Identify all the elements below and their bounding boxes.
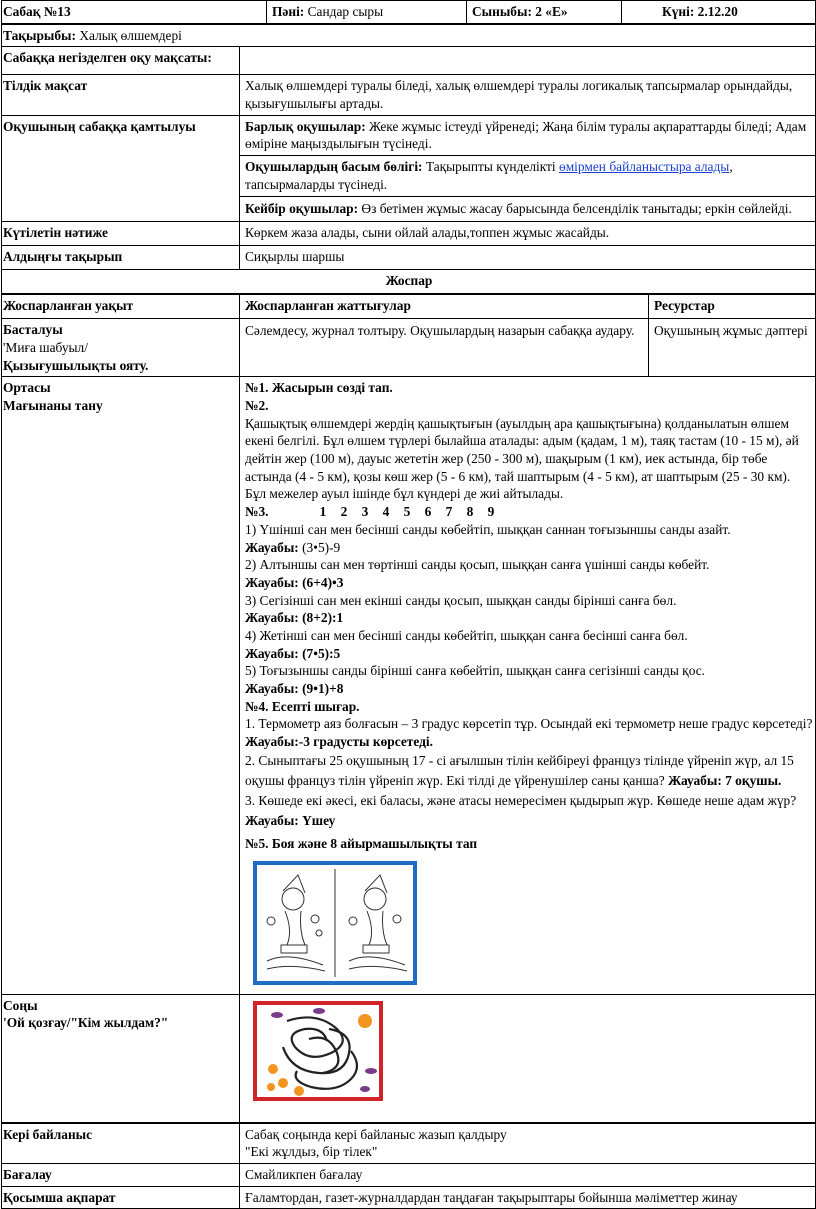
plan-title: Жоспар	[2, 270, 816, 294]
differences-picture	[253, 861, 417, 985]
coverage-most-label: Оқушылардың басым бөлігі:	[245, 159, 423, 175]
problem-answer: Жауабы: 7 оқушы.	[668, 772, 782, 788]
previous-label: Алдыңғы тақырып	[2, 246, 240, 270]
start-sub1: 'Миға шабуыл/	[3, 339, 88, 355]
middle-content	[240, 377, 816, 994]
header-table	[1, 0, 816, 24]
answer-label: Жауабы:	[245, 574, 299, 590]
coverage-most-value: Тақырыпты күнделікті	[425, 159, 556, 175]
topic-row	[2, 24, 816, 47]
end-stage	[2, 994, 240, 1122]
problem-text: 1. Термометр аяз болғасын – 3 градус көрсетіп тұр. Осындай екі термометр неше градус көрсетеді?	[245, 716, 813, 732]
task3-digit: 5	[403, 504, 411, 520]
coloring-differences-image	[253, 861, 813, 990]
extra-value: Ғаламтордан, газет-журналдардан таңдаған тақырыптары бойынша мәліметтер жинау	[240, 1186, 816, 1209]
coverage-label: Оқушының сабаққа қамтылуы	[2, 115, 240, 222]
middle-label: Ортасы	[3, 380, 51, 396]
life-link[interactable]: өмірмен байланыстыра алады	[559, 159, 730, 175]
task4-item1	[245, 715, 813, 750]
problem-answer: Жауабы:-3 градусты көрсетеді.	[245, 734, 433, 750]
plan-header-activities: Жоспарланған жаттығулар	[240, 295, 649, 319]
answer-label: Жауабы:	[245, 539, 299, 555]
task3-a1	[245, 539, 813, 557]
task3-a3	[245, 609, 813, 627]
task3-q2: 2) Алтыншы сан мен төртінші санды қосып, шыққан санға үшінші санды көбейт.	[245, 557, 710, 573]
task3-digit: 1	[319, 504, 327, 520]
problem-text: 2. Сыныптағы 25 оқушының 17 - сі ағылшын тілін кейбіреуі француз тілінде үйреніп жүр, ал 15 оқушы француз тілін үйреніп жүр. Екі тілді де үйренушілер саны қанша?	[245, 752, 794, 788]
coverage-all-label: Барлық оқушылар:	[245, 118, 366, 134]
start-activity: Сәлемдесу, журнал толтыру. Оқушылардың назарын сабаққа аудару.	[240, 319, 649, 377]
assessment-value: Смайликпен бағалау	[240, 1163, 816, 1186]
problem-answer: Жауабы: Үшеу	[245, 813, 336, 829]
answer-value: (8+2):1	[298, 610, 344, 626]
plan-header-time: Жоспарланған уақыт	[2, 295, 240, 319]
start-label: Басталуы	[3, 322, 63, 338]
end-sub: 'Ой қозғау/"Кім жылдам?"	[3, 1015, 169, 1031]
end-content	[240, 994, 816, 1122]
feedback-line2: "Екі жұлдыз, бір тілек"	[245, 1144, 378, 1160]
coverage-some	[240, 196, 816, 222]
language-goal-label: Тілдік мақсат	[2, 75, 240, 115]
start-sub2: Қызығушылықты ояту.	[3, 357, 149, 373]
task3-q5: 5) Тоғызыншы санды бірінші санға көбейтіп, шыққан санға сегізінші санды қос.	[245, 663, 706, 679]
answer-label: Жауабы:	[245, 681, 299, 697]
language-goal-value: Халық өлшемдері туралы біледі, халық өлшемдері туралы логикалық тапсырмалар орындайды, қызығушылығы артады.	[240, 75, 816, 115]
answer-label: Жауабы:	[245, 645, 299, 661]
task5-title: №5. Боя және 8 айырмашылықты тап	[245, 836, 478, 852]
task3-q4: 4) Жетінші сан мен бесінші санды көбейтіп, шыққан санға бесінші санға бөл.	[245, 627, 688, 643]
task4-item3	[245, 791, 813, 831]
task3-digit: 9	[487, 504, 495, 520]
feedback-label: Кері байланыс	[2, 1123, 240, 1163]
task2-text: Қашықтық өлшемдері жердің қашықтығын (ауылдың ара қашықтығына) қолданылатын өлшем екені белгілі. Бұл өлшем түрлері былайша аталады: адым (қадам, 1 м), таяқ тастам (10 - 15 м), әй дейтін жер (100 м), дауыс жететін жер (250 - 300 м), шақырым (1 км), иек астында, бір төбе астында (4 - 5 км), қозы көш жер (5 - 6 км), тай шаптырым (4 - 5 км), ат шаптырым (25 - 30 км). Бұл межелер ауыл ішінде бұл күндері де жиі айтылады.	[245, 415, 799, 502]
grade-cell: Сыныбы: 2 «Е»	[467, 1, 622, 24]
topic-label: Тақырыбы:	[3, 27, 76, 43]
topic-value: Халық өлшемдері	[79, 27, 182, 43]
info-table	[1, 24, 816, 295]
expected-label: Күтілетін нәтиже	[2, 222, 240, 246]
task4-title: №4. Есепті шығар.	[245, 698, 360, 714]
start-resource: Оқушының жұмыс дәптері	[649, 319, 816, 377]
maze-picture	[253, 1001, 383, 1101]
coverage-all	[240, 115, 816, 155]
task3-digit: 7	[445, 504, 453, 520]
task3-a5	[245, 680, 813, 698]
answer-value: (3•5)-9	[298, 539, 341, 555]
answer-value: (6+4)•3	[298, 574, 344, 590]
coverage-some-label: Кейбір оқушылар:	[245, 200, 359, 216]
answer-label: Жауабы:	[245, 610, 299, 626]
goal-label: Сабаққа негізделген оқу мақсаты:	[2, 47, 240, 75]
task3-q1: 1) Үшінші сан мен бесінші санды көбейтіп, шыққан саннан тоғызыншы санды азайт.	[245, 521, 731, 537]
feedback-value	[240, 1123, 816, 1163]
task3-digit: 4	[382, 504, 390, 520]
answer-value: (9•1)+8	[298, 681, 344, 697]
task3-a2	[245, 574, 813, 592]
footer-table	[1, 1123, 816, 1209]
end-label: Соңы	[3, 997, 38, 1013]
subject-value: Сандар сыры	[307, 4, 384, 19]
task2-title: №2.	[245, 398, 269, 414]
middle-stage	[2, 377, 240, 994]
assessment-label: Бағалау	[2, 1163, 240, 1186]
task3-digit: 2	[340, 504, 348, 520]
task3-title	[245, 503, 813, 521]
problem-text: 3. Көшеде екі әкесі, екі баласы, және атасы немересімен қыдырып жүр. Көшеде неше адам жүр?	[245, 792, 797, 808]
plan-table	[1, 294, 816, 1122]
feedback-line1: Сабақ соңында кері байланыс жазып қалдыру	[245, 1126, 507, 1142]
task3-digit: 6	[424, 504, 432, 520]
goal-value	[240, 47, 816, 75]
subject-cell	[267, 1, 467, 24]
subject-label: Пәні:	[272, 4, 305, 19]
task3-digit: 8	[466, 504, 474, 520]
plan-header-resources: Ресурстар	[649, 295, 816, 319]
task3-label: №3.	[245, 504, 269, 520]
coverage-most	[240, 156, 816, 196]
coverage-some-value: Өз бетімен жұмыс жасау барысында белсенділік танытады; еркін сөйлейді.	[361, 200, 792, 216]
start-stage	[2, 319, 240, 377]
extra-label: Қосымша ақпарат	[2, 1186, 240, 1209]
task1: №1. Жасырын сөзді тап.	[245, 380, 393, 396]
task3-q3: 3) Сегізінші сан мен екінші санды қосып, шыққан санды бірінші санға бөл.	[245, 592, 677, 608]
task3-digit: 3	[361, 504, 369, 520]
lesson-number: Сабақ №13	[2, 1, 267, 24]
coverage-most-value-end: , тапсырмаларды түсінеді.	[245, 159, 733, 192]
date-cell: Күні: 2.12.20	[622, 1, 816, 24]
maze-image	[253, 1001, 811, 1106]
middle-sub: Мағынаны тану	[3, 398, 103, 414]
previous-value: Сиқырлы шаршы	[240, 246, 816, 270]
task3-a4	[245, 645, 813, 663]
task4-item2	[245, 751, 813, 791]
answer-value: (7•5):5	[298, 645, 341, 661]
coverage-all-value: Жеке жұмыс істеуді үйренеді; Жаңа білім туралы ақпараттарды біледі; Адам өміріне маңыздылығын түсінеді.	[245, 118, 807, 152]
expected-value: Көркем жаза алады, сыни ойлай алады,топпен жұмыс жасайды.	[240, 222, 816, 246]
